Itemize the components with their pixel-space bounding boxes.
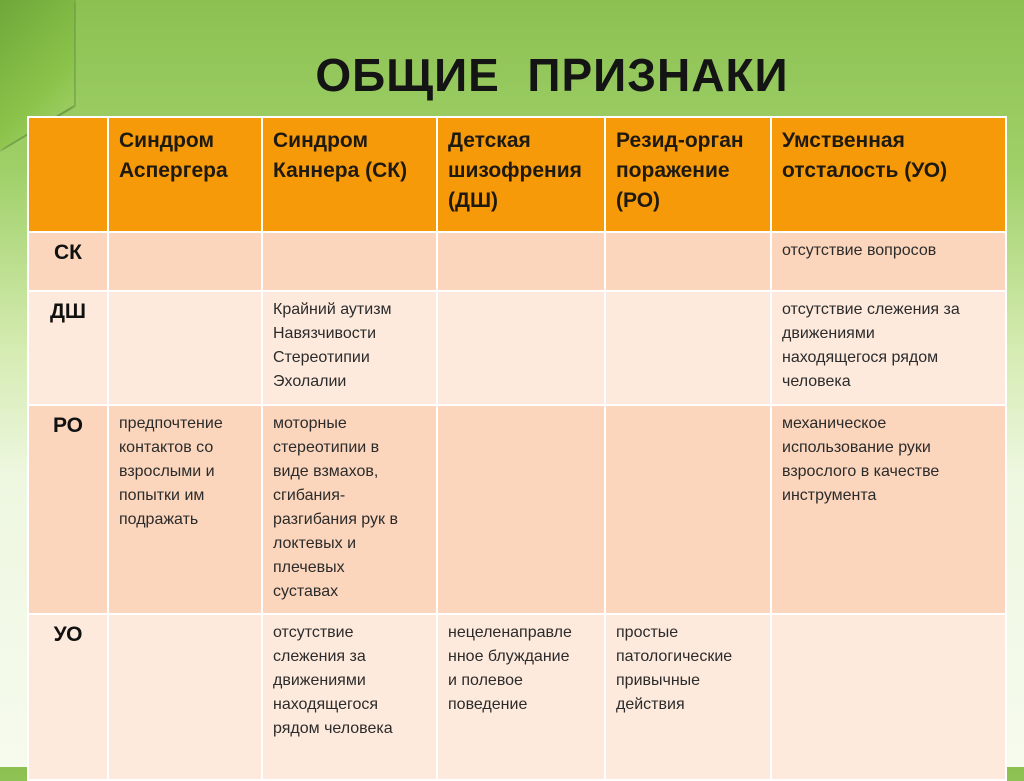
header-kanner — [262, 117, 437, 232]
table-row-sk — [28, 232, 1006, 291]
cell-text: отсутствие слежения за движениями находящегося рядом человека — [782, 301, 960, 390]
table-cell — [262, 405, 437, 614]
header-schizophrenia — [437, 117, 605, 232]
table-cell — [605, 291, 771, 405]
table-row-ro — [28, 405, 1006, 614]
row-label-sk: СК — [28, 232, 108, 291]
header-kanner-label: Синдром Каннера (СК) — [273, 129, 408, 182]
cell-text: механическое использование руки взрослого в качестве инструмента — [782, 415, 940, 504]
table-cell — [437, 291, 605, 405]
table-cell — [605, 232, 771, 291]
table-cell — [262, 614, 437, 780]
header-retardation — [771, 117, 1006, 232]
header-row — [28, 117, 1006, 232]
row-label-dsh: ДШ — [28, 291, 108, 405]
table-cell — [108, 232, 262, 291]
table-cell — [605, 405, 771, 614]
cell-text: отсутствие слежения за движениями находящегося рядом человека — [273, 624, 393, 737]
header-organic-label: Резид-орган поражение (РО) — [616, 129, 744, 212]
table-row-dsh — [28, 291, 1006, 405]
table-cell — [108, 614, 262, 780]
header-schizophrenia-label: Детская шизофрения (ДШ) — [448, 129, 582, 212]
cell-text: простые патологические привычные действия — [616, 624, 733, 713]
table-cell — [108, 405, 262, 614]
cell-text: Крайний аутизм Навязчивости Стереотипии Эхолалии — [273, 301, 392, 390]
table-cell — [771, 405, 1006, 614]
table-cell — [437, 232, 605, 291]
table-cell — [437, 405, 605, 614]
cell-text: моторные стереотипии в виде взмахов, сгибания- разгибания рук в локтевых и плечевых суставах — [273, 415, 398, 600]
table-cell — [771, 291, 1006, 405]
comparison-table — [27, 116, 1007, 781]
header-asperger — [108, 117, 262, 232]
cell-text: предпочтение контактов со взрослыми и попытки им подражать — [119, 415, 223, 528]
row-label-uo: УО — [28, 614, 108, 780]
header-retardation-label: Умственная отсталость (УО) — [782, 129, 948, 182]
slide-title: ОБЩИЕ ПРИЗНАКИ — [315, 49, 789, 101]
table-row-uo — [28, 614, 1006, 780]
header-asperger-label: Синдром Аспергера — [119, 129, 228, 182]
table-cell — [605, 614, 771, 780]
table-cell — [108, 291, 262, 405]
row-label-ro: РО — [28, 405, 108, 614]
table-cell — [771, 232, 1006, 291]
table-cell — [771, 614, 1006, 780]
table-cell — [262, 291, 437, 405]
header-corner — [28, 117, 108, 232]
header-organic — [605, 117, 771, 232]
table-cell — [437, 614, 605, 780]
cell-text: нецеленаправле нное блуждание и полевое поведение — [448, 624, 572, 713]
table-cell — [262, 232, 437, 291]
cell-text: отсутствие вопросов — [782, 242, 937, 259]
